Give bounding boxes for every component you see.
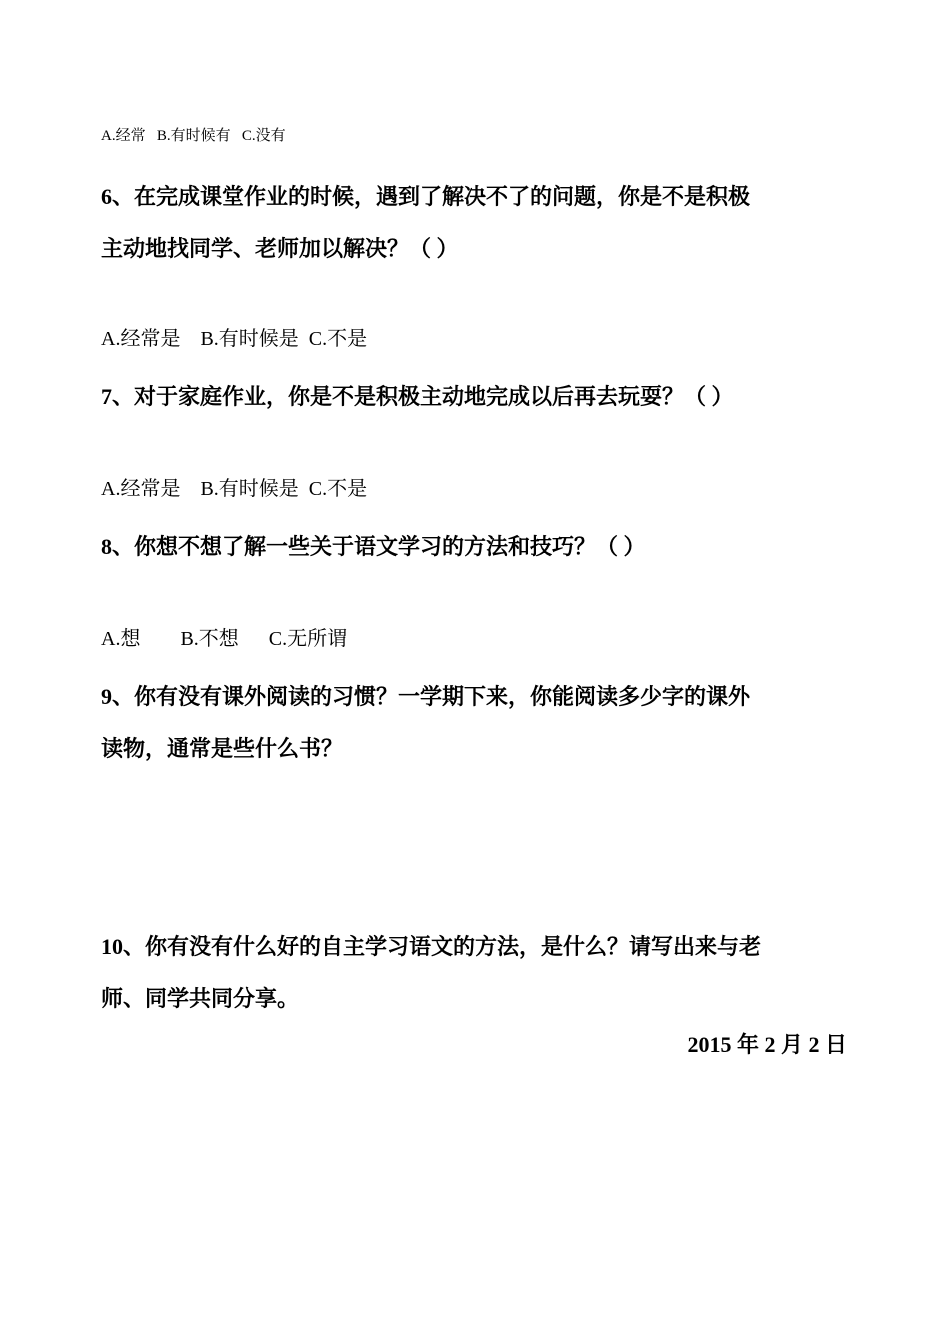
q6-line2: 主动地找同学、老师加以解决？（ ）	[101, 236, 459, 261]
q10-line1: 10、你有没有什么好的自主学习语文的方法，是什么？请写出来与老	[101, 934, 762, 959]
q10-line2: 师、同学共同分享。	[101, 986, 300, 1011]
q8-text: 8、你想不想了解一些关于语文学习的方法和技巧？（ ）	[101, 534, 646, 559]
q9-line2: 读物，通常是些什么书？	[101, 736, 344, 761]
document-date: 2015 年 2 月 2 日	[687, 1032, 847, 1057]
q7-options: A.经常是 B.有时候是 C.不是	[101, 478, 368, 500]
q8-options: A.想 B.不想 C.无所谓	[101, 628, 348, 650]
q7-text: 7、对于家庭作业，你是不是积极主动地完成以后再去玩耍？（ ）	[101, 384, 734, 409]
q6-line1: 6、在完成课堂作业的时候，遇到了解决不了的问题，你是不是积极	[101, 184, 751, 209]
q9-line1: 9、你有没有课外阅读的习惯？一学期下来，你能阅读多少字的课外	[101, 684, 751, 709]
q5-options: A.经常 B.有时候有 C.没有	[101, 128, 286, 144]
q6-options: A.经常是 B.有时候是 C.不是	[101, 328, 368, 350]
